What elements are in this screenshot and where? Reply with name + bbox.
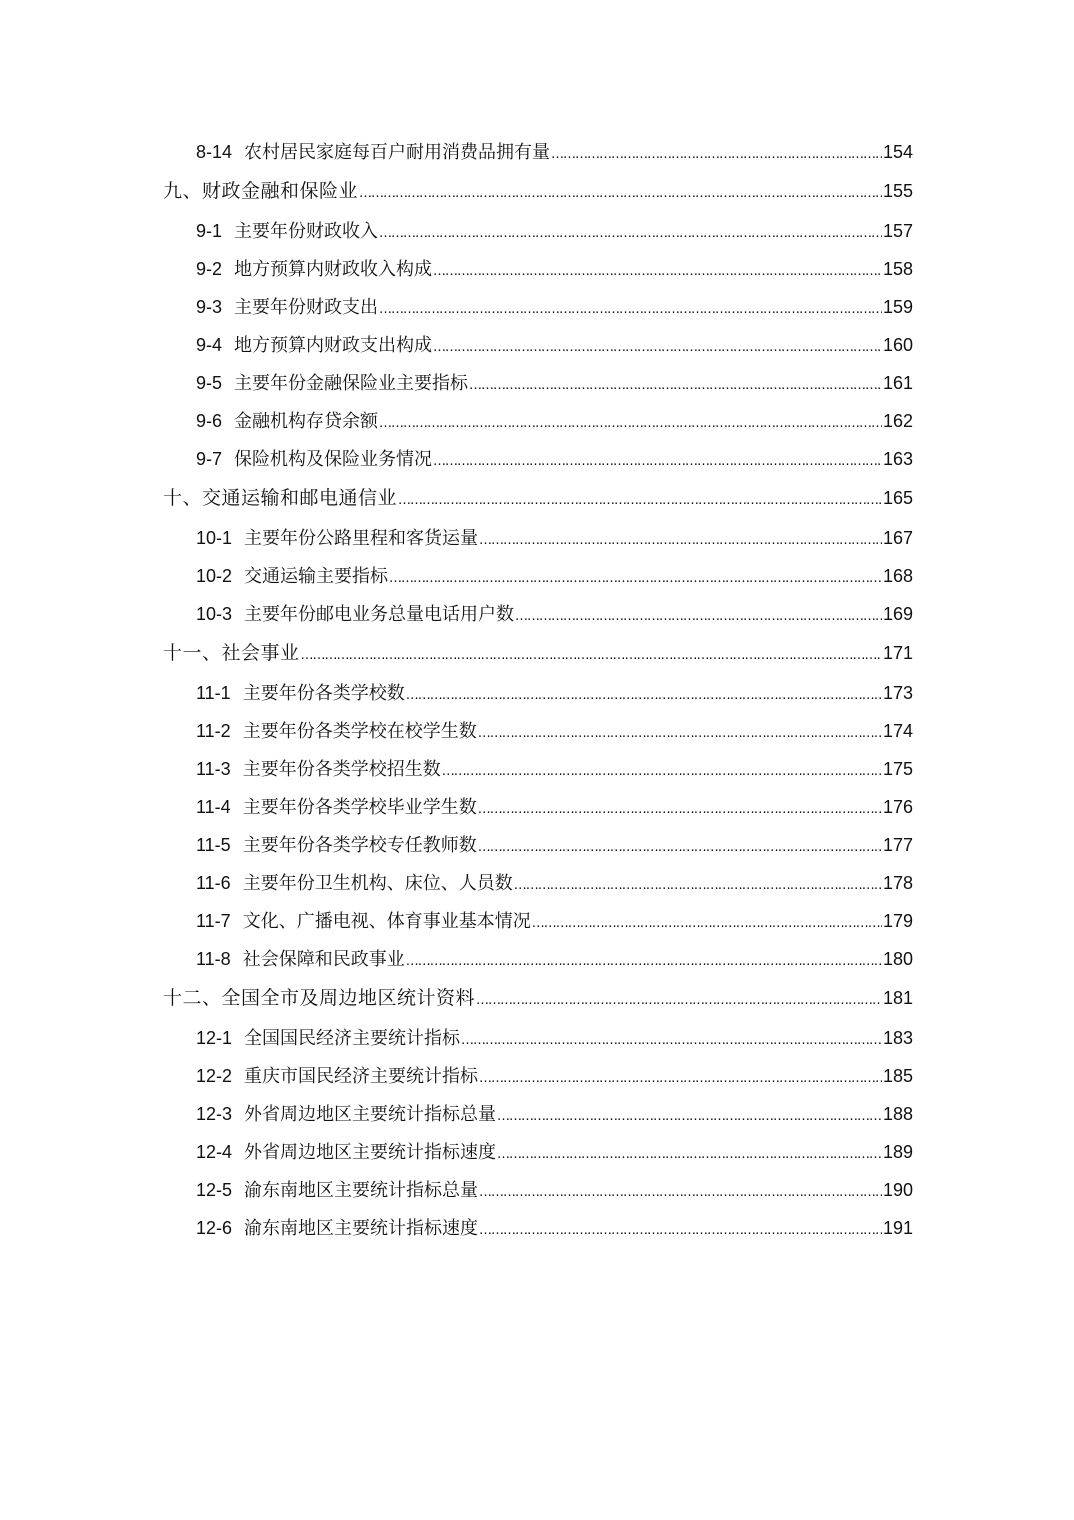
- dot-leader: [479, 1174, 882, 1212]
- toc-page-number: 167: [882, 528, 913, 548]
- toc-page-number: 160: [882, 335, 913, 355]
- toc-item-title: 全国国民经济主要统计指标: [244, 1028, 461, 1049]
- toc-page-number: 168: [882, 566, 913, 586]
- toc-item-number: 11-2: [196, 721, 231, 741]
- toc-item-title: 社会保障和民政事业: [242, 949, 405, 970]
- toc-item-title: 外省周边地区主要统计指标速度: [244, 1142, 497, 1163]
- toc-item-number: 11-1: [196, 683, 231, 703]
- toc-item-row[interactable]: [163, 133, 913, 171]
- toc-item-number: 9-7: [196, 449, 223, 469]
- dot-leader: [379, 291, 882, 329]
- toc-item-number: 12-6: [196, 1218, 233, 1238]
- toc-page-number: 181: [882, 988, 913, 1008]
- toc-section-row[interactable]: [163, 633, 913, 674]
- dot-leader: [497, 1136, 882, 1174]
- toc-item-title: 交通运输主要指标: [244, 566, 389, 587]
- toc-item-row[interactable]: [163, 1209, 913, 1247]
- dot-leader: [461, 1022, 882, 1060]
- toc-page-number: 161: [882, 373, 913, 393]
- toc-item-title: 主要年份各类学校数: [242, 683, 405, 704]
- dot-leader: [389, 560, 882, 598]
- dot-leader: [551, 136, 882, 174]
- toc-item-row[interactable]: [163, 402, 913, 440]
- toc-item-number: 9-5: [196, 373, 223, 393]
- toc-item-row[interactable]: [163, 864, 913, 902]
- toc-page-number: 188: [882, 1104, 913, 1124]
- toc-item-row[interactable]: [163, 712, 913, 750]
- toc-page-number: 176: [882, 797, 913, 817]
- toc-item-title: 渝东南地区主要统计指标总量: [244, 1180, 479, 1201]
- dot-leader: [469, 367, 882, 405]
- toc-page-number: 173: [882, 683, 913, 703]
- toc-item-row[interactable]: [163, 557, 913, 595]
- toc-item-row[interactable]: [163, 788, 913, 826]
- toc-item-number: 10-1: [196, 528, 233, 548]
- toc-item-title: 地方预算内财政收入构成: [234, 259, 433, 280]
- toc-page-number: 191: [882, 1218, 913, 1238]
- toc-item-row[interactable]: [163, 1171, 913, 1209]
- toc-item-row[interactable]: [163, 674, 913, 712]
- toc-item-row[interactable]: [163, 250, 913, 288]
- toc-item-row[interactable]: [163, 750, 913, 788]
- toc-item-number: 12-4: [196, 1142, 233, 1162]
- toc-page-number: 174: [882, 721, 913, 741]
- toc-item-title: 主要年份各类学校招生数: [242, 759, 441, 780]
- toc-item-number: 11-3: [196, 759, 231, 779]
- toc-item-title: 主要年份财政收入: [234, 221, 379, 242]
- dot-leader: [479, 522, 882, 560]
- toc-item-row[interactable]: [163, 326, 913, 364]
- toc-page-number: 159: [882, 297, 913, 317]
- toc-item-number: 8-14: [196, 142, 233, 162]
- toc-item-row[interactable]: [163, 1019, 913, 1057]
- toc-page-number: 157: [882, 221, 913, 241]
- toc-item-title: 主要年份邮电业务总量电话用户数: [244, 604, 515, 625]
- toc-item-title: 主要年份公路里程和客货运量: [244, 528, 479, 549]
- toc-item-row[interactable]: [163, 364, 913, 402]
- toc-item-title: 主要年份各类学校毕业学生数: [242, 797, 477, 818]
- dot-leader: [379, 215, 882, 253]
- toc-item-number: 12-3: [196, 1104, 233, 1124]
- toc-item-number: 9-6: [196, 411, 223, 431]
- toc-item-number: 12-2: [196, 1066, 233, 1086]
- toc-section-title: 九、财政金融和保险业: [163, 180, 359, 202]
- toc-item-title: 农村居民家庭每百户耐用消费品拥有量: [244, 142, 551, 163]
- toc-page-number: 179: [882, 911, 913, 931]
- toc-item-row[interactable]: [163, 1095, 913, 1133]
- toc-item-number: 9-3: [196, 297, 223, 317]
- dot-leader: [433, 329, 882, 367]
- dot-leader: [532, 905, 882, 943]
- dot-leader: [359, 173, 882, 214]
- toc-item-title: 主要年份财政支出: [234, 297, 379, 318]
- toc-section-title: 十、交通运输和邮电通信业: [163, 487, 398, 509]
- toc-item-title: 地方预算内财政支出构成: [234, 335, 433, 356]
- toc-item-row[interactable]: [163, 902, 913, 940]
- toc-item-title: 主要年份卫生机构、床位、人员数: [242, 873, 513, 894]
- toc-item-title: 文化、广播电视、体育事业基本情况: [242, 911, 531, 932]
- dot-leader: [478, 715, 882, 753]
- toc-item-row[interactable]: [163, 1057, 913, 1095]
- toc-page-number: 190: [882, 1180, 913, 1200]
- toc-item-title: 重庆市国民经济主要统计指标: [244, 1066, 479, 1087]
- toc-item-number: 12-1: [196, 1028, 233, 1048]
- toc-page-number: 158: [882, 259, 913, 279]
- toc-item-title: 主要年份各类学校专任教师数: [242, 835, 477, 856]
- dot-leader: [515, 598, 882, 636]
- dot-leader: [479, 1060, 882, 1098]
- table-of-contents: [163, 133, 913, 1247]
- dot-leader: [433, 443, 882, 481]
- toc-item-title: 主要年份各类学校在校学生数: [242, 721, 477, 742]
- toc-page-number: 185: [882, 1066, 913, 1086]
- toc-page-number: 165: [882, 488, 913, 508]
- toc-page-number: 189: [882, 1142, 913, 1162]
- toc-item-number: 11-8: [196, 949, 231, 969]
- toc-item-row[interactable]: [163, 519, 913, 557]
- dot-leader: [406, 677, 882, 715]
- toc-section-row[interactable]: [163, 171, 913, 212]
- toc-item-number: 9-4: [196, 335, 223, 355]
- toc-item-number: 11-6: [196, 873, 231, 893]
- toc-page-number: 169: [882, 604, 913, 624]
- toc-page-number: 178: [882, 873, 913, 893]
- toc-item-row[interactable]: [163, 212, 913, 250]
- dot-leader: [476, 980, 882, 1021]
- dot-leader: [497, 1098, 882, 1136]
- toc-section-row[interactable]: [163, 478, 913, 519]
- toc-page-number: 175: [882, 759, 913, 779]
- toc-item-number: 11-7: [196, 911, 231, 931]
- toc-item-row[interactable]: [163, 940, 913, 978]
- toc-item-row[interactable]: [163, 1133, 913, 1171]
- toc-page-number: 155: [882, 181, 913, 201]
- toc-item-row[interactable]: [163, 826, 913, 864]
- dot-leader: [514, 867, 882, 905]
- toc-page-number: 177: [882, 835, 913, 855]
- dot-leader: [398, 480, 882, 521]
- toc-item-title: 主要年份金融保险业主要指标: [234, 373, 469, 394]
- toc-item-row[interactable]: [163, 595, 913, 633]
- toc-item-number: 11-5: [196, 835, 231, 855]
- toc-section-row[interactable]: [163, 978, 913, 1019]
- toc-page-number: 171: [882, 643, 913, 663]
- toc-section-title: 十二、全国全市及周边地区统计资料: [163, 987, 476, 1009]
- toc-item-title: 金融机构存贷余额: [234, 411, 379, 432]
- dot-leader: [479, 1212, 882, 1250]
- toc-page-number: 162: [882, 411, 913, 431]
- dot-leader: [406, 943, 882, 981]
- toc-item-number: 10-2: [196, 566, 233, 586]
- toc-item-row[interactable]: [163, 440, 913, 478]
- dot-leader: [478, 791, 882, 829]
- dot-leader: [301, 635, 882, 676]
- toc-page-number: 154: [882, 142, 913, 162]
- toc-item-title: 渝东南地区主要统计指标速度: [244, 1218, 479, 1239]
- dot-leader: [433, 253, 882, 291]
- toc-item-title: 外省周边地区主要统计指标总量: [244, 1104, 497, 1125]
- toc-section-title: 十一、社会事业: [163, 642, 300, 664]
- toc-page-number: 163: [882, 449, 913, 469]
- toc-page-number: 183: [882, 1028, 913, 1048]
- dot-leader: [442, 753, 882, 791]
- toc-item-number: 11-4: [196, 797, 231, 817]
- toc-item-row[interactable]: [163, 288, 913, 326]
- toc-item-number: 12-5: [196, 1180, 233, 1200]
- toc-item-number: 10-3: [196, 604, 233, 624]
- dot-leader: [478, 829, 882, 867]
- toc-page-number: 180: [882, 949, 913, 969]
- dot-leader: [379, 405, 882, 443]
- toc-item-number: 9-1: [196, 221, 223, 241]
- toc-item-number: 9-2: [196, 259, 223, 279]
- toc-item-title: 保险机构及保险业务情况: [234, 449, 433, 470]
